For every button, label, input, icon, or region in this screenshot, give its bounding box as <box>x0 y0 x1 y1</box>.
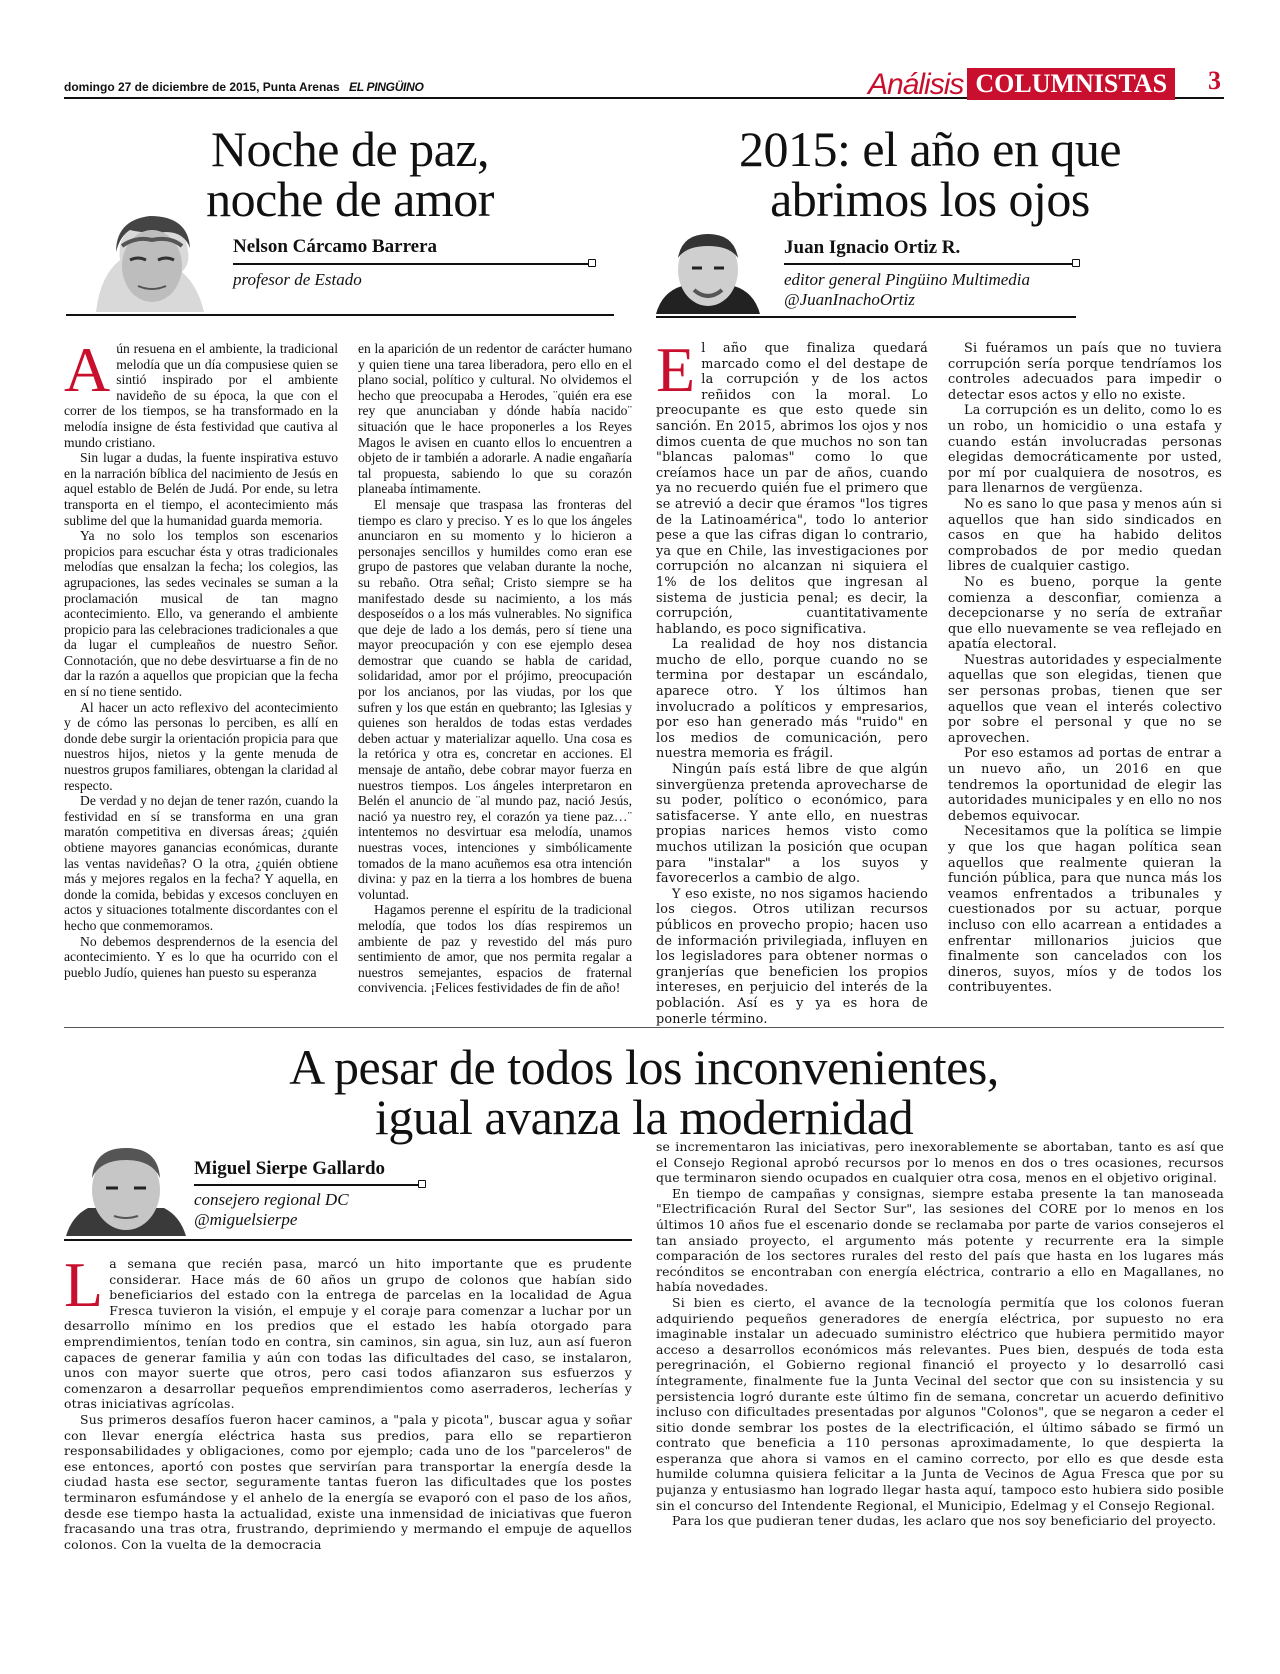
article1-role: profesor de Estado <box>233 270 362 289</box>
article1-paragraph: El mensaje que traspasa las fronteras del tiempo es claro y preciso. Y es lo que los ángeles anunciaron en su momento y lo hicieron a personajes sencillos y humildes como eran ese grupo de pastores que velaban durante la noche, su rebaño. Otra señal; Cristo siempre se ha manifestado desde su nacimiento, a los más desposeídos o a los más vulnerables. No significa que deje de lado a los demás, pero sí tiene una mayor preocupación y con ese ejemplo desea demostrar que cuando se habla de caridad, solidaridad, amor por el prójimo, preocupación por los ancianos, por las viudas, por los que sufren y los que están en quebranto; las Iglesias y quienes son heraldos de todas estas verdades deben actuar y materializar aquello. Una cosa es la retórica y otra es, concretar en acciones. El mensaje de antaño, debe cobrar mayor fuerza en nuestros tiempos. Los ángeles interpretaron en Belén el anuncio de ¨al mundo paz, nació Jesús, nació ya nuestro rey, el corazón ya tiene paz…¨ intentemos no desvirtuar esa melodía, unamos nuestras voces, intenciones y simbólicamente tomados de la mano acuñemos esa otra intención divina: y paz en la tierra a los hombres de buena voluntad. <box>358 496 632 902</box>
article1-column-1 <box>64 334 338 980</box>
article2-rule <box>656 316 1076 318</box>
article2-paragraph: No es sano lo que pasa y menos aún si aquellos que han sido sindicados en casos en que ha habido delitos comprobados de por medio quedan libres de cualquier castigo. <box>948 496 1222 575</box>
article2-column-1 <box>656 334 928 1027</box>
article3-paragraph: se incrementaron las iniciativas, pero inexorablemente se abortaban, tanto es así que el Consejo Regional aprobó recursos por lo menos en dos o tres ocasiones, recursos que terminaron siendo ocupados en cualquier otra cosa, menos en el objetivo original. <box>656 1139 1224 1186</box>
article3-paragraph: a semana que recién pasa, marcó un hito importante que es prudente considerar. Hace más de 60 años un grupo de colonos que habían sido beneficiarios del estado con la entrega de parcelas en la localidad de Agua Fresca tuvieron la visión, el empuje y el coraje para comenzar a luchar por un desarrollo mínimo en los predios que el estado les había otorgado para emprendimientos, tenían todo en contra, sin caminos, sin agua, sin luz, aun así fueron capaces de generar familia y aún con todas las dificultades del caso, se instalaron, unos con mayor suerte que otros, pero casi todos afianzaron sus esfuerzos y comenzaron a desarrollar pequeños emprendimientos como aserraderos, lecherías y otras iniciativas agrícolas. <box>64 1256 632 1412</box>
article2-handle: @JuanInachoOrtiz <box>784 290 915 309</box>
article3-column-1 <box>64 1249 632 1552</box>
article2-byline-marker <box>1072 259 1080 267</box>
article3-headline <box>64 1039 1224 1145</box>
article3-paragraph: En tiempo de campañas y consignas, siempre estaba presente la tan manoseada "Electrificación Rural del Sector Sur", las sesiones del CORE por lo menos en los últimos 10 años fue el escenario donde se reclamaba por parte de varios consejeros el tan ansiado proyecto, el argumento más potente y recurrente era la simple comparación de los sectores rurales del resto del país que hasta en los lugares más recónditos se encontraban con energía eléctrica, contrario a ello en Magallanes, no había novedades. <box>656 1185 1224 1295</box>
article2-paragraph: l año que finaliza quedará marcado como el del destape de la corrupción y de los actos reñidos con la moral. Lo preocupante es que esto quede sin sanción. En 2015, abrimos los ojos y nos dimos cuenta de que muchos no son tan "blancas palomas" como lo que creíamos hace un par de años, cuando ya no recuerdo quién fue el primero que se atrevió a decir que éramos "los tigres de la Latinoamérica", todo lo anterior pese a que las cifras digan lo contrario, ya que en Chile, las investigaciones por corrupción no alcanzan ni siquiera el 1% de los delitos que ingresan al sistema de justicia penal; es decir, la corrupción, cuantitativamente hablando, es poco significativa. <box>656 341 928 637</box>
article3-rule <box>64 1239 632 1241</box>
article2-title-line1: 2015: el año en que <box>738 121 1122 177</box>
article1-paragraph: ún resuena en el ambiente, la tradicional melodía que un día compusiese quien se sintió inspirado por el ambiente navideño de su época, la que con el correr de los tiempos, se ha transformado en la melodía insigne de ésta festividad que cautiva al mundo cristiano. <box>64 341 338 450</box>
article1-paragraph: Hagamos perenne el espíritu de la tradicional melodía, que todos los días respiremos un ambiente de paz y revestido del más puro sentimiento de amor, que nos permita regalar a nuestros semejantes, espacios de fraternal convivencia. ¡Felices festividades de fin de año! <box>358 902 632 996</box>
section-name: COLUMNISTAS <box>967 68 1175 100</box>
article3-column-2 <box>656 1139 1224 1529</box>
article2-paragraph: La corrupción es un delito, como lo es un robo, un homicidio o una estafa y cuando están involucradas personas elegidas democráticamente por usted, por mí por cualquiera de nosotros, es para llenarnos de vergüenza. <box>948 403 1222 497</box>
article1-paragraph: De verdad y no dejan de tener razón, cuando la festividad en sí se transforma en una gran maratón competitiva en diversas áreas; ¿quién obtiene mayores ganancias económicas, durante las ventas navideñas? O la otra, ¿quién obtiene más y mejores regalos en la fecha? Y aquella, en donde la comida, bebidas y excesos concluyen en actos y situaciones totalmente discordantes con el hecho que conmemoramos. <box>64 793 338 933</box>
article3-handle: @miguelsierpe <box>194 1210 298 1229</box>
article2-author-photo <box>652 228 764 314</box>
article2-headline <box>680 121 1180 227</box>
article2-column-2 <box>948 341 1222 996</box>
article2-author: Juan Ignacio Ortiz R. <box>784 237 961 258</box>
article1-byline-marker <box>588 259 596 267</box>
section-divider <box>64 1027 1224 1028</box>
article2-paragraph: Y eso existe, no nos sigamos haciendo los ciegos. Otros utilizan recursos públicos en provecho propio; hacen uso de información privilegiada, influyen en los legisladores para obtener normas o granjerías que beneficien los propios intereses, en perjuicio del interés de la población. Así es y ya es hora de ponerle término. <box>656 886 928 1027</box>
article2-paragraph: Por eso estamos ad portas de entrar a un nuevo año, un 2016 en que tendremos la oportunidad de elegir las autoridades municipales y en ello no nos debemos equivocar. <box>948 746 1222 824</box>
article3-byline-marker <box>418 1180 426 1188</box>
article2-paragraph: Ningún país está libre de que algún sinvergüenza pretenda aprovecharse de su poder, político o económico, para satisfacerse. Y ante ello, en nuestras propias narices hemos visto como muchos utilizan la posición que ocupan para "instalar" a los suyos y favorecerlos a cambio de algo. <box>656 762 928 887</box>
article1-author: Nelson Cárcamo Barrera <box>233 236 438 257</box>
section-prefix: Análisis <box>868 68 964 101</box>
article3-dropcap: L <box>64 1249 104 1320</box>
article2-paragraph: La realidad de hoy nos distancia mucho de ello, porque cuando no se termina por destapar un escándalo, aparece otro. Y los últimos han involucrado a políticos y empresarios, por eso han generado más "ruido" en los medios de comunicación, pero nuestra memoria es frágil. <box>656 637 928 762</box>
article1-title-line1: Noche de paz, <box>210 121 490 177</box>
article3-role: consejero regional DC <box>194 1190 349 1209</box>
page-number: 3 <box>1208 66 1221 95</box>
article3-title-line1: A pesar de todos los inconvenientes, <box>289 1039 999 1095</box>
article2-byline-rule <box>784 263 1072 265</box>
article1-paragraph: No debemos desprendernos de la esencia del acontecimiento. Y es lo que ha ocurrido con el pueblo Judío, quienes han puesto su esperanza <box>64 933 338 980</box>
article1-paragraph: Al hacer un acto reflexivo del acontecimiento y de cómo las personas lo perciben, es allí en donde debe surgir la orientación propicia para que nuestros hijos, nietos y la gente menuda de nuestros grupos familiares, obtengan la claridad al respecto. <box>64 699 338 793</box>
section-banner <box>868 66 1175 100</box>
article3-paragraph: Para los que pudieran tener dudas, les aclaro que nos soy beneficiario del proyecto. <box>672 1513 1217 1529</box>
dateline-text: domingo 27 de diciembre de 2015, Punta Arenas <box>64 80 340 94</box>
article1-paragraph: Sin lugar a dudas, la fuente inspirativa estuvo en la narración bíblica del nacimiento de Jesús en aquel establo de Belén de Judá. Por ende, su letra transporta en el tiempo, el acontecimiento más sublime del que la humanidad guarda memoria. <box>64 450 338 528</box>
article3-byline-rule <box>194 1184 418 1186</box>
article2-dropcap: E <box>656 334 696 405</box>
article2-paragraph: Si fuéramos un país que no tuviera corrupción sería porque tendríamos los controles adecuados para impedir o detectar esos actos y ello no existe. <box>948 341 1222 403</box>
article3-paragraph: Sus primeros desafíos fueron hacer caminos, a "pala y picota", buscar agua y soñar con llevar energía eléctrica hasta sus predios, para ello se repartieron responsabilidades y obligaciones, como por ejemplo; cada uno de los "parceleros" de ese entonces, aportó con postes que servirían para transportar la energía desde la ciudad hasta ese sector, seguramente tantas fueron las dificultades que los postes terminaron esfumándose y el anhelo de la energía se evaporó con el paso de los años, desde ese tiempo hasta la actualidad, existe una inmensidad de iniciativas que fueron fracasando una tras otra, frustrando, deprimiendo y mermando el empuje de aquellos colonos. Con la vuelta de la democracia <box>64 1411 632 1552</box>
article2-paragraph: No es bueno, porque la gente comienza a desconfiar, comienza a decepcionarse y no sería de extrañar que ello nuevamente se vea reflejado en apatía electoral. <box>948 574 1222 653</box>
article2-role: editor general Pingüino Multimedia <box>784 270 1030 289</box>
article2-paragraph: Necesitamos que la política se limpie y que los que hagan política sean aquellos que realmente quieran la función pública, para que nunca más los veamos enfrentados a tribunales y cuestionados por su actuar, porque incluso con ello acarrean a entidades a enfrentar millonarios juicios que finalmente son cancelados con los dineros, suyos, míos y de todos los contribuyentes. <box>948 824 1222 996</box>
article2-paragraph: Nuestras autoridades y especialmente aquellas que son elegidas, tienen que ser personas probas, tienen que ser aquellos que vean el interés colectivo por sobre el personal y que no se aprovechen. <box>948 652 1222 746</box>
article3-author: Miguel Sierpe Gallardo <box>194 1158 386 1179</box>
dateline <box>64 80 424 94</box>
article1-byline-rule <box>233 263 588 265</box>
newspaper-logo: EL PINGÜINO <box>349 80 424 94</box>
article1-title-line2: noche de amor <box>206 171 494 227</box>
article1-rule <box>66 314 614 316</box>
article3-title-line2: igual avanza la modernidad <box>374 1089 914 1145</box>
article1-column-2 <box>358 341 632 996</box>
article1-paragraph: en la aparición de un redentor de carácter humano y quien tiene una tarea liberadora, pero ello en el plano social, político y cultural. No olvidemos el hecho que preocupaba a Herodes, ¨quién era ese rey que anunciaban y dónde había nacido¨ situación que le hace proponerles a los Reyes Magos le avisen en cuanto ellos lo encuentren a objeto de ir también a adorarle. A nadie engañaría tal propuesta, sabiendo lo que su corazón planeaba íntimamente. <box>358 341 632 497</box>
article1-author-photo <box>86 206 210 312</box>
article1-dropcap: A <box>64 334 111 405</box>
article1-paragraph: Ya no solo los templos son escenarios propicios para escuchar ésta y otras tradicionales melodías que ensalzan la fecha; los colegios, las agrupaciones, las sedes vecinales se suman a la proclamación musical de tan magno acontecimiento. Ello, va generando el ambiente propicio para las celebraciones tradicionales a que da lugar el cumpleaños de nuestro Señor. Connotación, que no debe desvirtuarse a fin de no dar la razón a aquellos que propician que la fecha en sí no tiene sentido. <box>64 528 338 700</box>
article2-title-line2: abrimos los ojos <box>770 171 1090 227</box>
article3-paragraph: Si bien es cierto, el avance de la tecnología permitía que los colonos fueran adquiriendo pequeños generadores de energía eléctrica, por supuesto no era imaginable instalar un adecuado suministro eléctrico que hubiera permitido mayor acceso a desarrollos económicos más relevantes. Pues bien, después de toda esta peregrinación, el Gobierno regional financió el proyecto y lo desarrolló casi íntegramente, finalmente fue la Junta Vecinal del sector que con su insistencia y su persistencia logró durante este último fin de semana, concretar un acuerdo definitivo incluso con dificultades presentadas por algunos "Colonos", que se negaron a ceder el sitio donde sembrar los postes de la electrificación, el último sábado se firmó un contrato que beneficia a 110 personas aproximadamente, lo que despierta la esperanza que ahora si vamos en el camino correcto, por ello es que desde esta humilde columna quisiera felicitar a la Junta de Vecinos de Agua Fresca que por su pujanza y entusiasmo han logrado llegar hasta aquí, tampoco esto hubiera sido posible sin el concurso del Intendente Regional, el Municipio, Edelmag y el Consejo Regional. <box>656 1294 1224 1513</box>
article3-author-photo <box>66 1140 186 1236</box>
